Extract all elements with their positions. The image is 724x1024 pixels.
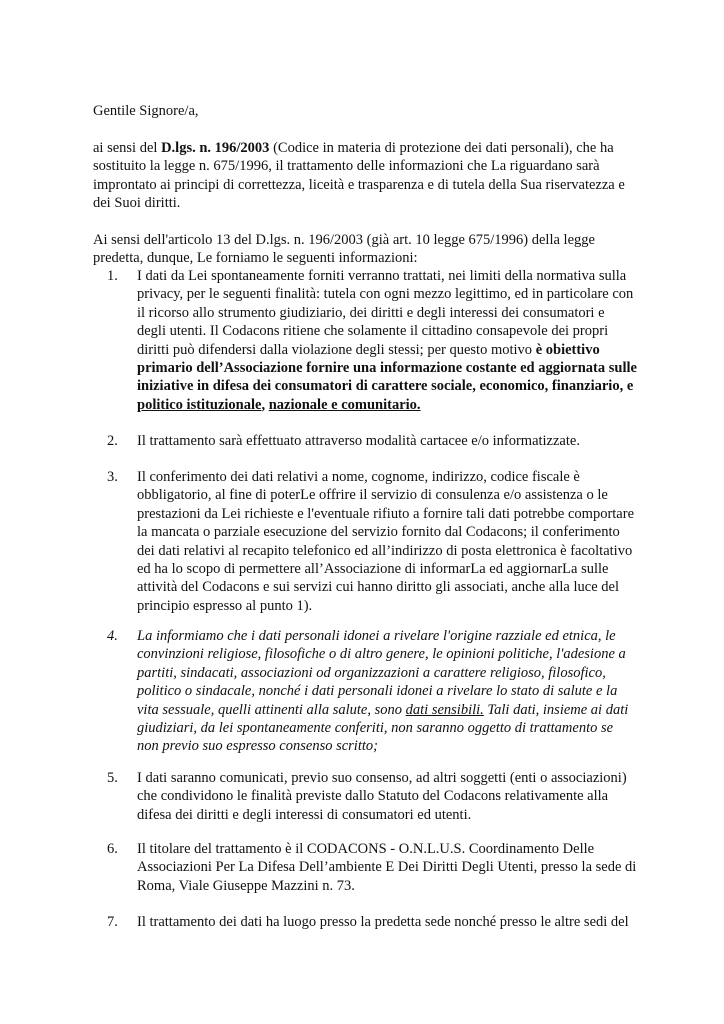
item-1-bold: è obiettivo primario dell’Associazione fornire una informazione costante ed aggiornata sulle iniziative in difesa dei consumatori di carattere sociale, economico, finanziario, e bbox=[137, 341, 637, 395]
list-item-number: 7. bbox=[107, 914, 118, 930]
intro-post: (Codice in materia di protezione dei dati personali), che ha sostituito la legge n. 675/1996, il trattamento delle informazioni che La riguardano sarà improntato ai principi di correttezza, liceità e trasparenza e di tutela della Sua riservatezza e dei Suoi diritti. bbox=[93, 140, 625, 212]
intro-law-reference: D.lgs. n. 196/2003 bbox=[161, 140, 270, 156]
list-item-number: 5. bbox=[107, 770, 118, 786]
item-4-pre: La informiamo che i dati personali idonei a rivelare l'origine razziale ed etnica, le convinzioni religiose, filosofiche o di altro genere, le opinioni politiche, l'adesione a partiti, sindacati, associazioni od organizzazioni a carattere religioso, filosofico, politico o sindacale, nonché i dati personali idonei a rivelare lo stato di salute e la vita sessuale, quelli attinenti alla salute, sono bbox=[137, 628, 626, 718]
item-1-bold-underlined-2: nazionale e comunitario. bbox=[268, 396, 421, 413]
list-item-number: 6. bbox=[107, 841, 118, 857]
greeting: Gentile Signore/a, bbox=[93, 103, 199, 119]
list-item-number: 1. bbox=[107, 268, 118, 284]
intro-pre: ai sensi del bbox=[93, 140, 162, 156]
intro-paragraph bbox=[93, 139, 641, 213]
item-4-underlined: dati sensibili. bbox=[405, 701, 484, 718]
list-item-number: 3. bbox=[107, 469, 118, 485]
article-intro-paragraph: Ai sensi dell'articolo 13 del D.lgs. n. 196/2003 (già art. 10 legge 675/1996) della legge predetta, dunque, Le forniamo le seguenti informazioni: bbox=[93, 232, 595, 267]
item-1-bold-sep: , bbox=[261, 396, 269, 413]
list-item-number: 4. bbox=[107, 628, 118, 644]
list-item-text: Il titolare del trattamento è il CODACONS - O.N.L.U.S. Coordinamento Delle Associazioni Per La Difesa Dell’ambiente E Dei Diritti Degli Utenti, presso la sede di Roma, Viale Giuseppe Mazzini n. 73. bbox=[137, 841, 637, 894]
item-1-bold-underlined-1: politico istituzionale bbox=[137, 396, 262, 413]
item-1-plain: I dati da Lei spontaneamente forniti verranno trattati, nei limiti della normativa sulla privacy, per le seguenti finalità: tutela con ogni mezzo legittimo, ed in particolare con il ricorso allo strumento giudiziario, dei diritti e degli interessi dei consumatori e degli utenti. Il Codacons ritiene che solamente il cittadino consapevole dei propri diritti può difendersi dalla violazione degli stessi; per questo motivo bbox=[137, 268, 634, 358]
list-item-text: I dati saranno comunicati, previo suo consenso, ad altri soggetti (enti o associazioni) che condividono le finalità previste dallo Statuto del Codacons relativamente alla difesa dei diritti e degli interessi di consumatori ed utenti. bbox=[137, 770, 627, 823]
item-4-post: Tali dati, insieme ai dati giudiziari, da lei spontaneamente conferiti, non saranno oggetto di trattamento se non previo suo espresso consenso scritto; bbox=[137, 701, 629, 755]
list-item-text bbox=[137, 267, 637, 414]
list-item-text: Il conferimento dei dati relativi a nome, cognome, indirizzo, codice fiscale è obbligatorio, al fine di poterLe offrire il servizio di consulenza e/o assistenza o le prestazioni da Lei richieste e l'eventuale rifiuto a fornire tali dati potrebbe comportare la mancata o parziale esecuzione del servizio fornito dal Codacons; il conferimento dei dati relativi al recapito telefonico ed all’indirizzo di posta elettronica è facoltativo ed ha lo scopo di permettere all’Associazione di informarLa ed aggiornarLa sulle attività del Codacons e sui servizi cui hanno diritto gli associati, anche alla luce del principio espresso al punto 1). bbox=[137, 469, 635, 614]
list-item-text bbox=[137, 627, 637, 756]
list-item-number: 2. bbox=[107, 433, 118, 449]
list-item-text: Il trattamento sarà effettuato attraverso modalità cartacee e/o informatizzate. bbox=[137, 433, 580, 449]
list-item-text: Il trattamento dei dati ha luogo presso la predetta sede nonché presso le altre sedi del bbox=[137, 914, 629, 930]
